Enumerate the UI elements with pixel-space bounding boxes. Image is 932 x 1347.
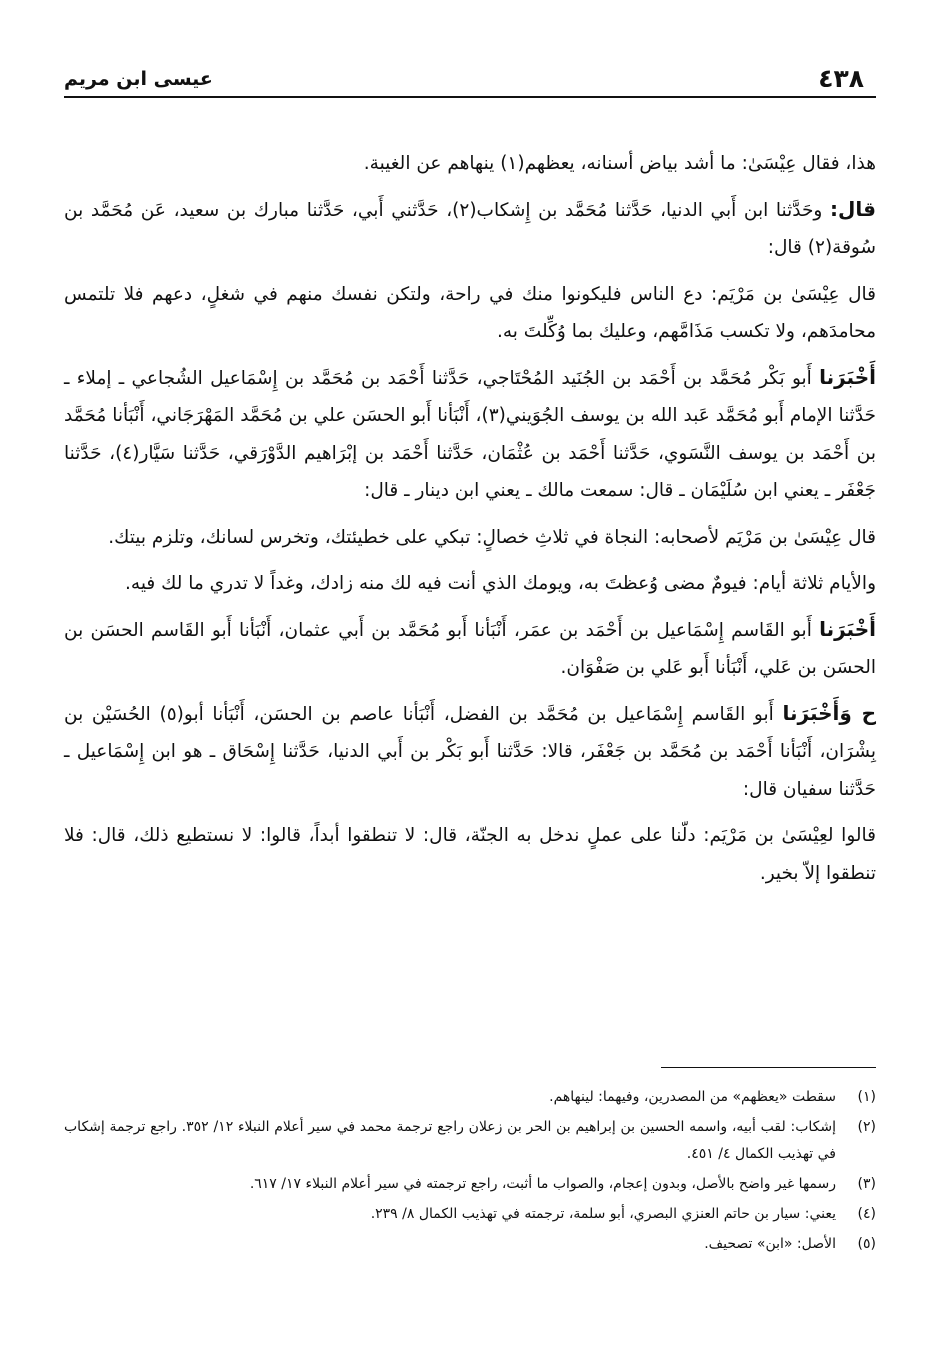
footnote-mark: (٣) bbox=[857, 1176, 876, 1192]
paragraph bbox=[64, 564, 876, 603]
footnote-mark: (٥) bbox=[857, 1236, 876, 1252]
paragraph-text: قال عِيْسَىٰ بن مَرْيَم: دع الناس فليكونوا منك في راحة، ولتكن نفسك منهم في شغلٍ، دعهم فلا تلتمس محامدَهم، ولا تكسب مَذَامَّهم، وعليك بما وُكِّلتَ به. bbox=[64, 283, 876, 342]
footnote-mark: (٤) bbox=[857, 1206, 876, 1222]
footnotes bbox=[64, 1084, 876, 1261]
paragraph-lead: ح وَأَخْبَرَنا bbox=[782, 700, 877, 725]
page-header bbox=[64, 62, 876, 98]
page-number: ٤٣٨ bbox=[818, 64, 864, 93]
footnote bbox=[64, 1114, 876, 1168]
paragraph-text: والأيام ثلاثة أيام: فيومٌ مضى وُعظتَ به، ويومك الذي أنت فيه لك منه زادك، وغداً لا تدري ما لك فيه. bbox=[125, 573, 876, 594]
paragraph-text: أَبو القَاسم إِسْمَاعيل بن مُحَمَّد بن الفضل، أَنْبَأنا عاصم بن الحسَن، أَنْبَأنا أبو(٥) الحُسَيْن بن بِشْرَان، أَنْبَأنا أَحْمَد بن مُحَمَّد بن جَعْفَر، قالا: حَدَّثنا أَبو بَكْر بن أَبي الدنيا، حَدَّثنا إِسْحَاق ـ هو ابن إِسْمَاعيل ـ حَدَّثنا سفيان قال: bbox=[64, 703, 876, 800]
paragraph bbox=[64, 611, 876, 687]
footnote-text: رسمها غير واضح بالأصل، وبدون إعجام، والصواب ما أثبت، راجع ترجمته في سير أعلام النبلاء ١٧/ ٦١٧. bbox=[249, 1176, 836, 1192]
paragraph-lead: أَخْبَرَنا bbox=[819, 616, 876, 641]
footnote bbox=[64, 1231, 876, 1258]
main-text bbox=[64, 144, 876, 900]
footnote-mark: (١) bbox=[857, 1089, 876, 1105]
footnote-mark: (٢) bbox=[857, 1119, 876, 1135]
paragraph-text: وحَدَّثنا ابن أَبي الدنيا، حَدَّثنا مُحَمَّد بن إِشكاب(٢)، حَدَّثني أَبي، حَدَّثنا مبارك بن سعيد، عَن مُحَمَّد بن سُوقة(٢) قال: bbox=[64, 199, 876, 258]
paragraph bbox=[64, 695, 876, 809]
paragraph bbox=[64, 816, 876, 892]
paragraph bbox=[64, 359, 876, 510]
paragraph-text: هذا، فقال عِيْسَىٰ: ما أشد بياض أسنانه، يعظهم(١) ينهاهم عن الغيبة. bbox=[363, 153, 876, 174]
footnote-text: الأصل: «ابن» تصحيف. bbox=[704, 1236, 836, 1252]
paragraph bbox=[64, 275, 876, 351]
footnote bbox=[64, 1171, 876, 1198]
footnote bbox=[64, 1201, 876, 1228]
paragraph bbox=[64, 191, 876, 267]
paragraph-text: قال عِيْسَىٰ بن مَرْيَم لأصحابه: النجاة في ثلاثِ خصالٍ: تبكي على خطيئتك، وتخرس لسانك، وتلزم بيتك. bbox=[108, 526, 876, 548]
footnote-text: سقطت «يعظهم» من المصدرين، وفيهما: لينهاهم. bbox=[549, 1089, 836, 1105]
running-title: عيسى ابن مريم bbox=[64, 68, 213, 90]
paragraph-lead: قال: bbox=[830, 196, 876, 221]
paragraph-text: أَبو القَاسم إِسْمَاعيل بن أَحْمَد بن عمَر، أَنْبَأنا أَبو مُحَمَّد بن أَبي عثمان، أَنْبَأنا أَبو القَاسم الحسَن بن الحسَن بن عَلي، أَنْبَأنا أَبو عَلي بن صَفْوَان. bbox=[64, 619, 876, 678]
paragraph-text: أَبو بَكْر مُحَمَّد بن أَحْمَد بن الجُنَيد المُحْتَاجي، حَدَّثنا أَحْمَد بن مُحَمَّد بن إِسْمَاعيل الشُجاعي ـ إملاء ـ حَدَّثنا الإمام أَبو مُحَمَّد عَبد الله بن يوسف الجُوَيني(٣)، أَنْبَأنا أَبو الحسَن علي بن مُحَمَّد المَهْرَجَاني، أَنْبَأنا مُحَمَّد بن أَحْمَد بن يوسف النَّسَوي، حَدَّثنا أَحْمَد بن عُثْمَان، حَدَّثنا أَحْمَد بن إبْرَاهيم الدَّوْرَقي، حَدَّثنا سَيَّار(٤)، حَدَّثنا جَعْفَر ـ يعني ابن سُلَيْمَان ـ قال: سمعت مالك ـ يعني ابن دينار ـ قال: bbox=[64, 367, 876, 501]
book-page bbox=[64, 62, 876, 1292]
footnote-divider bbox=[661, 1067, 876, 1068]
paragraph-lead: أَخْبَرَنا bbox=[819, 364, 876, 389]
footnote bbox=[64, 1084, 876, 1111]
paragraph bbox=[64, 144, 876, 183]
paragraph bbox=[64, 518, 876, 557]
paragraph-text: قالوا لعِيْسَىٰ بن مَرْيَم: دلّنا على عملٍ ندخل به الجنّة، قال: لا تنطقوا أبداً، قالوا: لا نستطيع ذلك، قال: فلا تنطقوا إلاّ بخير. bbox=[64, 825, 876, 884]
footnote-text: إشكاب: لقب أبيه، واسمه الحسين بن إبراهيم بن الحر بن زعلان راجع ترجمة محمد في سير أعلام النبلاء ١٢/ ٣٥٢. راجع ترجمة إشكاب في تهذيب الكمال ٤/ ٤٥١. bbox=[64, 1119, 837, 1162]
footnote-text: يعني: سيار بن حاتم العنزي البصري، أبو سلمة، ترجمته في تهذيب الكمال ٨/ ٢٣٩. bbox=[370, 1206, 836, 1222]
